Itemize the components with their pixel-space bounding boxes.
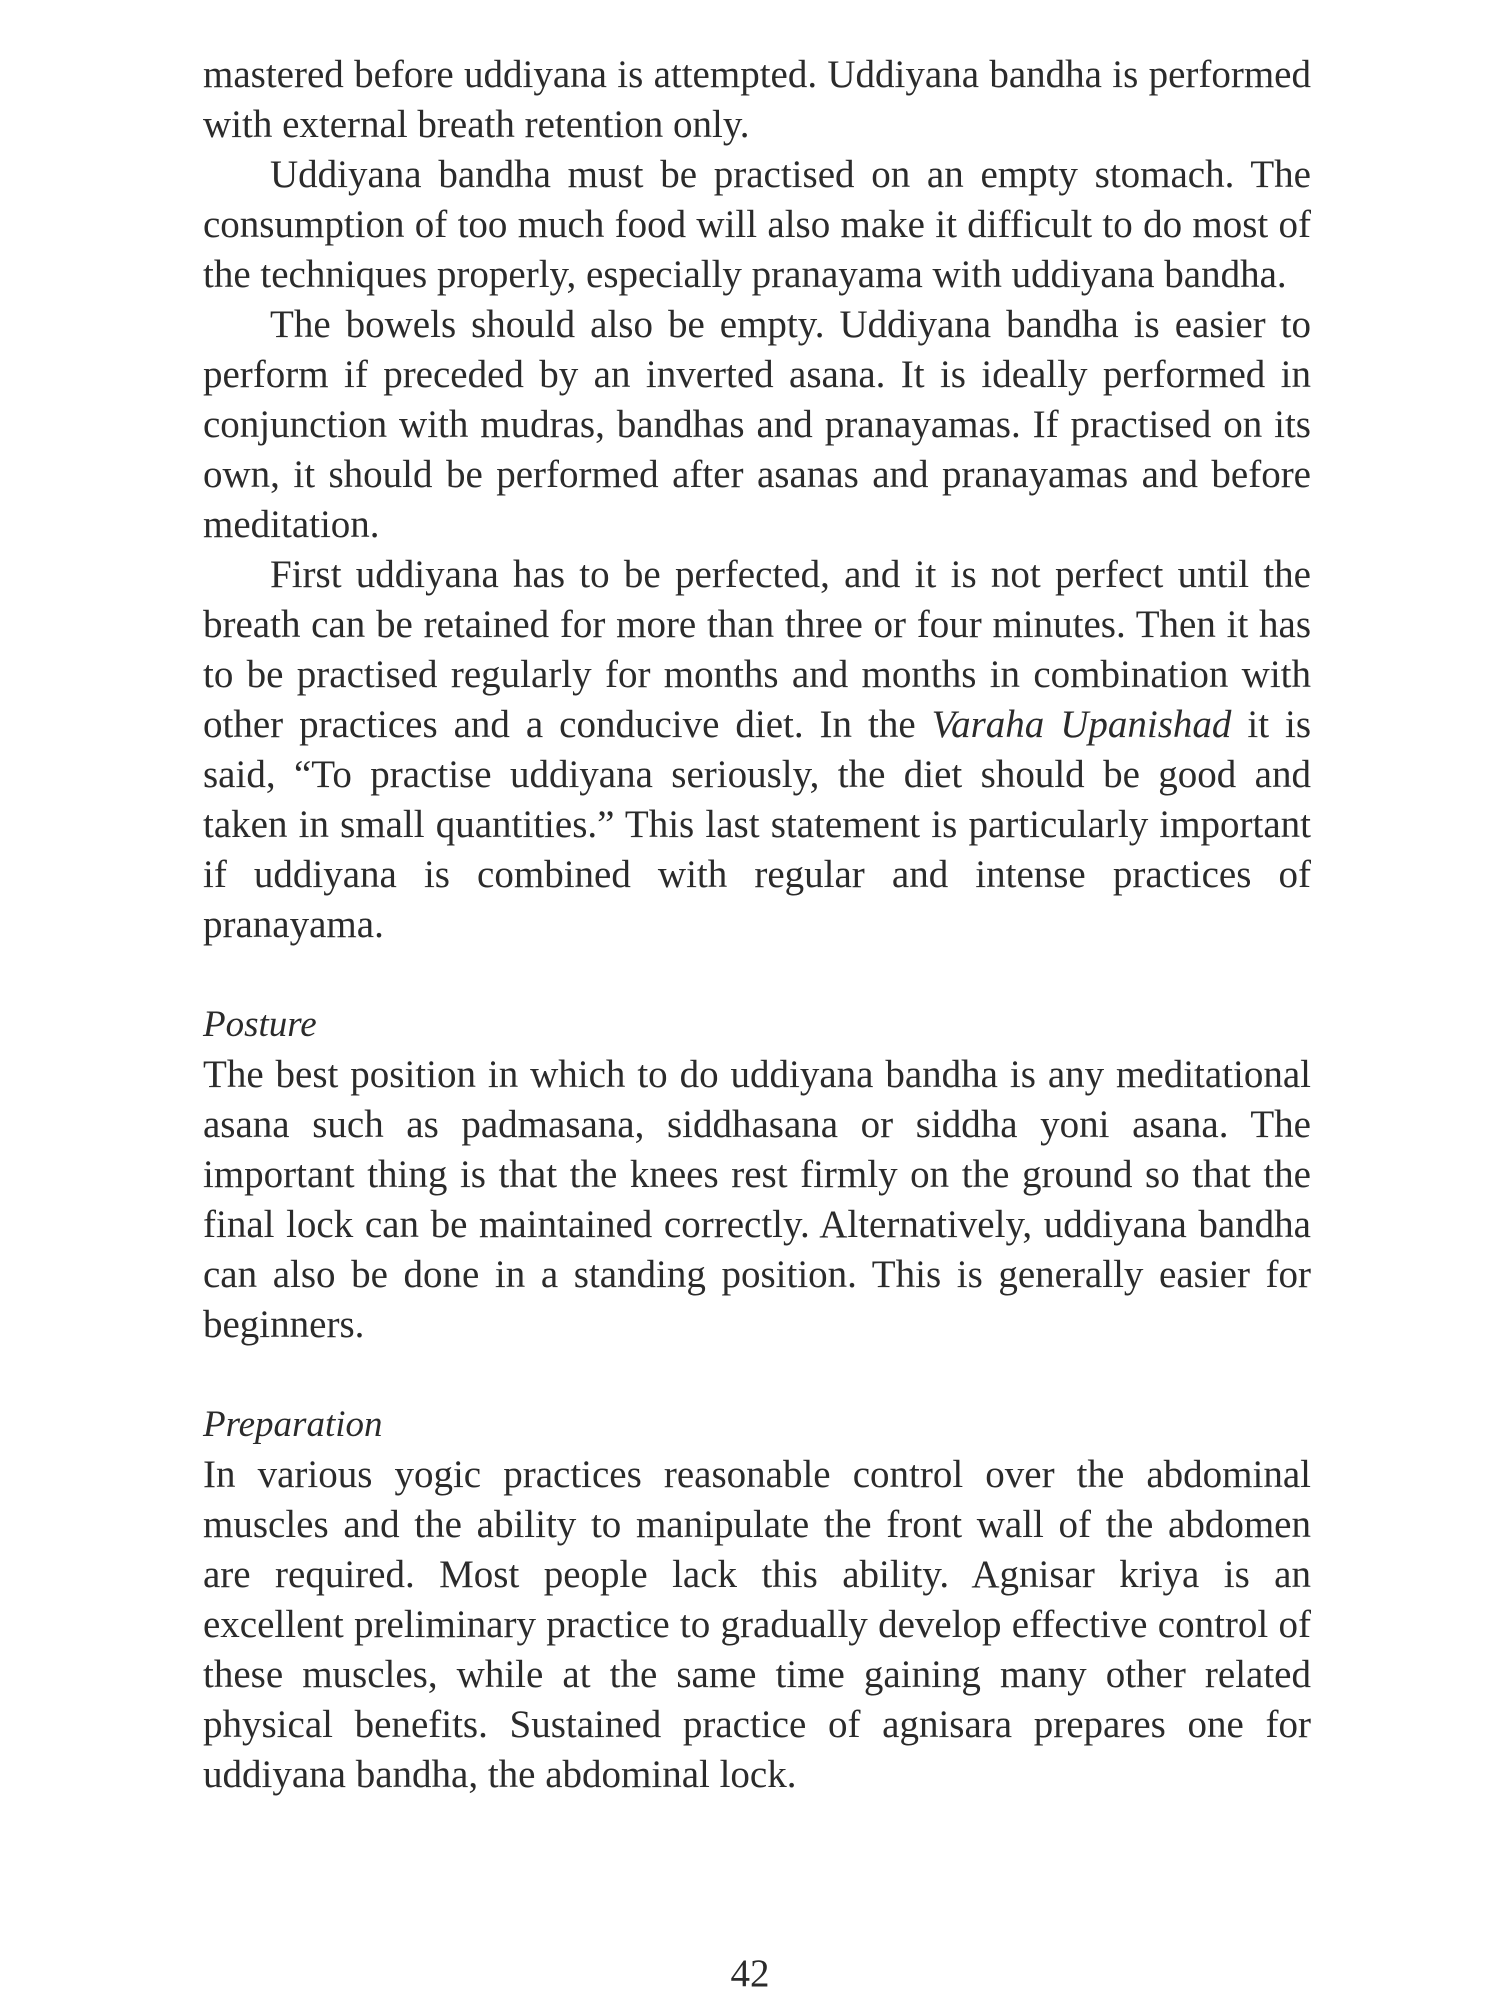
paragraph-perfection-part1: First uddiyana has to be perfected, and it is not perfect until the breath can be retained for more than three or four minutes. Then it has to be practised regularly for months and months in combination with other practices and a conducive diet. In the <box>203 553 1311 746</box>
posture-paragraph: The best position in which to do uddiyana bandha is any meditational asana such as padmasana, siddhasana or siddha yoni asana. The important thing is that the knees rest firmly on the ground so that the final lock can be maintained correctly. Alternatively, uddiyana bandha can also be done in a standing position. This is generally easier for beginners. <box>203 1053 1311 1346</box>
paragraph-perfection <box>203 550 1311 950</box>
posture-heading: Posture <box>203 1004 317 1045</box>
preparation-heading: Preparation <box>203 1404 383 1445</box>
book-title-varaha-upanishad: Varaha Upanishad <box>931 703 1232 746</box>
paragraph-empty-stomach: Uddiyana bandha must be practised on an empty stomach. The consumption of too much food will also make it difficult to do most of the techniques properly, especially pranayama with uddiyana bandha. <box>203 153 1311 296</box>
book-page <box>203 50 1311 1800</box>
paragraph-perfection-part2: it is said, “To practise uddiyana seriously, the diet should be good and taken in small quantities.” This last statement is particularly important if uddiyana is combined with regular and intense practices of pranayama. <box>203 703 1311 946</box>
page-number: 42 <box>730 1952 770 1995</box>
paragraph-continuation: mastered before uddiyana is attempted. Uddiyana bandha is performed with external breath retention only. <box>203 53 1311 146</box>
preparation-paragraph: In various yogic practices reasonable control over the abdominal muscles and the ability to manipulate the front wall of the abdomen are required. Most people lack this ability. Agnisar kriya is an excellent preliminary practice to gradually develop effective control of these muscles, while at the same time gaining many other related physical benefits. Sustained practice of agnisara prepares one for uddiyana bandha, the abdominal lock. <box>203 1453 1311 1796</box>
paragraph-bowels: The bowels should also be empty. Uddiyana bandha is easier to perform if preceded by an inverted asana. It is ideally performed in conjunction with mudras, bandhas and pranayamas. If practised on its own, it should be performed after asanas and pranayamas and before meditation. <box>203 303 1311 546</box>
